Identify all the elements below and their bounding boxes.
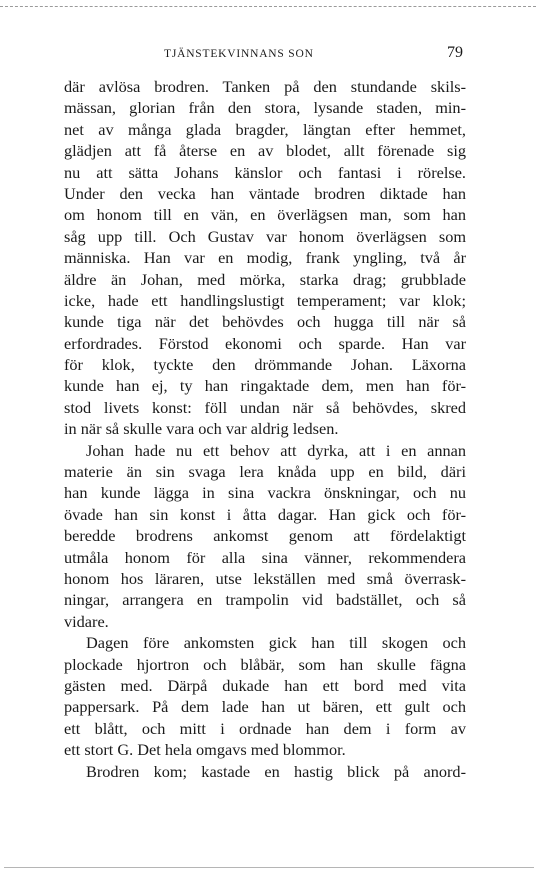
page-number: 79 [447,44,463,61]
text-line: Brodren kom; kastade en hastig blick på anord- [86,761,466,781]
top-page-rule [0,6,536,7]
text-line: erfordrades. Förstod ekonomi och sparde. Han var [64,333,466,353]
text-line: beredde brodrens ankomst genom att fördelaktigt [64,526,466,546]
text-line: stod livets konst: föll undan när så behövdes, skred [64,397,466,417]
bottom-page-rule [4,867,534,868]
text-line: människa. Han var en modig, frank yngling, två år [64,248,466,268]
text-line: om honom till en vän, en överlägsen man, som han [64,205,466,225]
text-line: mässan, glorian från den stora, lysande staden, min- [64,98,466,118]
running-title: TJÄNSTEKVINNANS SON [164,48,314,60]
text-line: icke, hade ett handlingslustigt temperament; var klok; [64,290,466,310]
text-line: utmåla honom för alla sina vänner, rekommendera [64,547,466,567]
text-line: Dagen före ankomsten gick han till skogen och [86,633,466,653]
text-line: pappersark. På dem lade han ut bären, ett gult och [64,697,466,717]
text-line: honom hos läraren, utse lekställen med små överrask- [64,568,466,588]
text-line: nu att sätta Johans känslor och fantasi i rörelse. [64,162,466,182]
body-text [64,76,466,782]
text-line: materie än sin svaga lera knåda upp en bild, däri [64,462,466,482]
text-line: där avlösa brodren. Tanken på den stundande skils- [64,77,466,96]
text-line: Johan hade nu ett behov att dyrka, att i en annan [86,440,466,460]
text-line: kunde tiga när det behövdes och hugga till när så [64,312,466,332]
text-line: ningar, arrangera en trampolin vid badstället, och så [64,590,466,610]
text-line: gästen med. Därpå dukade han ett bord med vita [64,675,466,695]
text-line: in när så skulle vara och var aldrig ledsen. [64,419,339,439]
text-line: för klok, tyckte den drömmande Johan. Läxorna [64,355,466,375]
text-line: han kunde lägga in sina vackra önskningar, och nu [64,483,466,503]
text-line: plockade hjortron och blåbär, som han skulle fägna [64,654,466,674]
text-line: ett blått, och mitt i ordnade han dem i form av [64,718,466,738]
text-line: net av många glada bragder, längtan efter hemmet, [64,119,466,139]
text-line: äldre än Johan, med mörka, starka drag; grubblade [64,269,466,289]
text-line: vidare. [64,611,109,631]
text-line: kunde han ej, ty han ringaktade dem, men han för- [64,376,466,396]
text-line: övade han sin konst i åtta dagar. Han gick och för- [64,504,466,524]
text-line: ett stort G. Det hela omgavs med blommor. [64,740,346,760]
text-line: såg upp till. Och Gustav var honom överlägsen som [64,226,466,246]
running-head [64,44,469,64]
text-line: Under den vecka han väntade brodren diktade han [64,183,466,203]
text-line: glädjen att få återse en av blodet, allt förenade sig [64,141,466,161]
